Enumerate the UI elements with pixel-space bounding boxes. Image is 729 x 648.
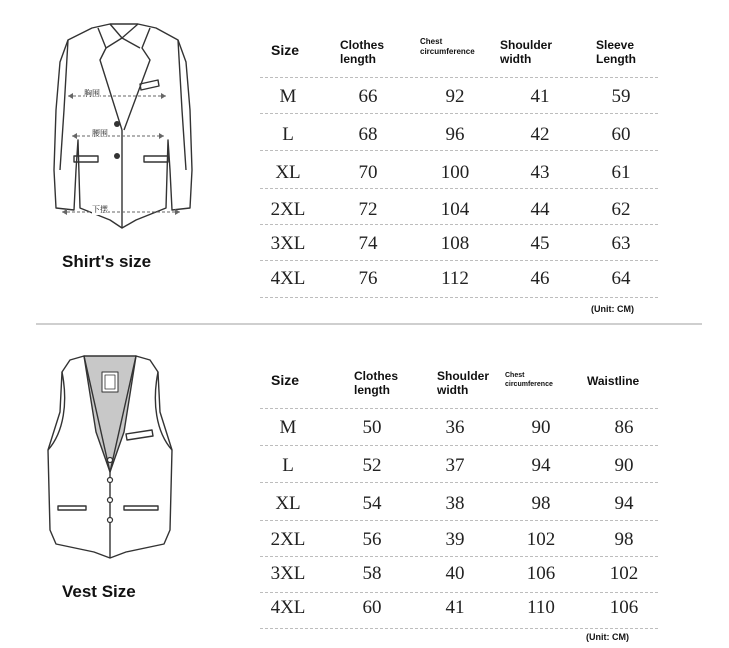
section-divider — [36, 323, 702, 325]
vest-illustration — [40, 352, 180, 562]
vest-cell: 94 — [531, 455, 551, 476]
vest-header-size: Size — [271, 372, 300, 388]
vest-cell: 86 — [614, 417, 634, 438]
vest-cell: 102 — [609, 563, 639, 584]
vest-cell: M — [279, 417, 297, 438]
vest-cell: 50 — [362, 417, 382, 438]
vest-cell: 106 — [609, 597, 639, 618]
shirt-header-sleeve-line1: Sleeve — [596, 38, 635, 52]
shirt-header-sleeve — [596, 38, 636, 66]
vest-header-shoulder — [437, 369, 489, 397]
shirt-row-rule — [260, 297, 658, 298]
shirt-cell: 46 — [530, 268, 550, 289]
vest-cell: 41 — [445, 597, 465, 618]
vest-row-rule — [260, 556, 658, 557]
vest-caption: Vest Size — [62, 582, 136, 601]
shirt-row-rule — [260, 150, 658, 151]
vest-cell: 4XL — [270, 597, 306, 618]
shirt-cell: L — [282, 124, 294, 145]
shirt-cell: 96 — [445, 124, 465, 145]
vest-cell: 38 — [445, 493, 465, 514]
vest-cell: XL — [275, 493, 301, 514]
shirt-header-clothes-line2: length — [340, 52, 376, 66]
shirt-cell: 64 — [611, 268, 631, 289]
shirt-cell: 41 — [530, 86, 550, 107]
diagram-label-waist: 腰围 — [92, 129, 108, 138]
shirt-row-rule — [260, 224, 658, 225]
shirt-cell: 43 — [530, 162, 550, 183]
shirt-header-shoulder — [500, 38, 552, 66]
shirt-header-shoulder-line2: width — [500, 52, 532, 66]
vest-header-chest-line2: circumference — [505, 381, 553, 388]
vest-header-waistline: Waistline — [587, 374, 640, 388]
shirt-header-chest-line2: circumference — [420, 47, 475, 56]
diagram-label-chest: 胸围 — [84, 89, 100, 98]
shirt-cell: 63 — [611, 233, 631, 254]
vest-header-clothes-line1: Clothes — [354, 369, 399, 383]
vest-cell: 36 — [445, 417, 465, 438]
vest-cell: 54 — [362, 493, 382, 514]
vest-cell: 98 — [531, 493, 551, 514]
shirt-cell: 68 — [358, 124, 378, 145]
shirt-cell: 74 — [358, 233, 378, 254]
vest-cell: 106 — [526, 563, 556, 584]
vest-header-chest — [505, 371, 553, 389]
shirt-cell: 70 — [358, 162, 378, 183]
vest-header-chest-line1: Chest — [505, 372, 525, 379]
vest-cell: 39 — [445, 529, 465, 550]
shirt-cell: 44 — [530, 199, 550, 220]
jacket-illustration — [40, 20, 200, 230]
vest-cell: 94 — [614, 493, 634, 514]
vest-cell: 2XL — [270, 529, 306, 550]
diagram-label-hem: 下摆 — [92, 205, 108, 214]
shirt-cell: M — [279, 86, 297, 107]
vest-cell: L — [282, 455, 294, 476]
shirt-cell: 59 — [611, 86, 631, 107]
shirt-cell: 60 — [611, 124, 631, 145]
shirt-cell: 42 — [530, 124, 550, 145]
vest-unit-note: (Unit: CM) — [586, 632, 629, 642]
vest-cell: 58 — [362, 563, 382, 584]
shirt-cell: XL — [275, 162, 301, 183]
shirt-cell: 4XL — [270, 268, 306, 289]
shirt-row-rule — [260, 188, 658, 189]
shirt-cell: 62 — [611, 199, 631, 220]
shirt-cell: 72 — [358, 199, 378, 220]
vest-header-clothes-line2: length — [354, 383, 390, 397]
vest-cell: 98 — [614, 529, 634, 550]
shirt-header-shoulder-line1: Shoulder — [500, 38, 553, 52]
vest-row-rule — [260, 482, 658, 483]
vest-cell: 60 — [362, 597, 382, 618]
shirt-header-sleeve-line2: Length — [596, 52, 636, 66]
shirt-cell: 66 — [358, 86, 378, 107]
shirt-header-clothes-line1: Clothes — [340, 38, 385, 52]
shirt-cell: 112 — [441, 268, 469, 289]
vest-cell: 90 — [531, 417, 551, 438]
vest-cell: 110 — [527, 597, 555, 618]
vest-row-rule — [260, 592, 658, 593]
vest-cell: 3XL — [270, 563, 306, 584]
vest-cell: 40 — [445, 563, 465, 584]
vest-header-shoulder-line1: Shoulder — [437, 369, 490, 383]
vest-row-rule — [260, 408, 658, 409]
shirt-row-rule — [260, 77, 658, 78]
shirt-cell: 104 — [440, 199, 470, 220]
vest-cell: 37 — [445, 455, 465, 476]
shirt-cell: 61 — [611, 162, 631, 183]
shirt-row-rule — [260, 260, 658, 261]
vest-cell: 90 — [614, 455, 634, 476]
shirt-header-chest — [420, 37, 475, 57]
vest-row-rule — [260, 445, 658, 446]
shirt-header-size: Size — [271, 42, 300, 58]
vest-cell: 102 — [526, 529, 556, 550]
vest-row-rule — [260, 520, 658, 521]
vest-cell: 52 — [362, 455, 382, 476]
shirt-cell: 108 — [440, 233, 470, 254]
shirt-cell: 45 — [530, 233, 550, 254]
shirt-cell: 76 — [358, 268, 378, 289]
shirt-row-rule — [260, 113, 658, 114]
shirt-header-clothes — [340, 38, 384, 66]
shirt-unit-note: (Unit: CM) — [591, 304, 634, 314]
vest-header-shoulder-line2: width — [437, 383, 469, 397]
vest-header-clothes — [354, 369, 398, 397]
shirt-cell: 92 — [445, 86, 465, 107]
shirt-caption: Shirt's size — [62, 252, 152, 271]
vest-row-rule — [260, 628, 658, 629]
shirt-cell: 3XL — [270, 233, 306, 254]
vest-cell: 56 — [362, 529, 382, 550]
shirt-header-chest-line1: Chest — [420, 37, 443, 46]
shirt-cell: 100 — [440, 162, 470, 183]
shirt-cell: 2XL — [270, 199, 306, 220]
